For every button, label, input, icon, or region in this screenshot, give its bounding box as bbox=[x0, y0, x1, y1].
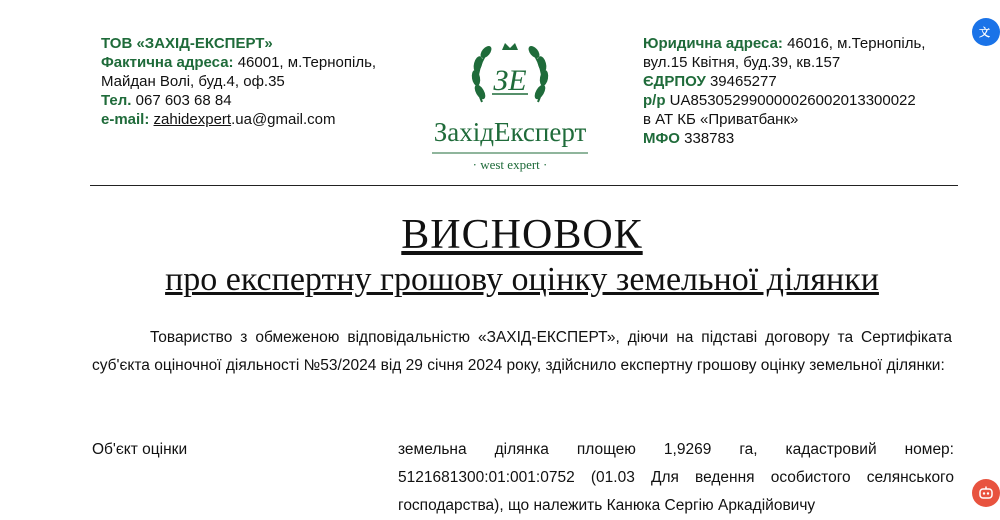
svg-text:文: 文 bbox=[979, 26, 990, 39]
assistant-icon[interactable] bbox=[972, 479, 1000, 507]
company-name: ТОВ «ЗАХІД-ЕКСПЕРТ» bbox=[101, 35, 273, 52]
phone: Тел. 067 603 68 84 bbox=[101, 92, 232, 109]
edrpou: ЄДРПОУ 39465277 bbox=[643, 73, 777, 90]
object-value: земельна ділянка площею 1,9269 га, кадастровий номер: 5121681300:01:001:0752 (01.03 Для ведення особистого селянського господарства), що належить Канюка Сергію Аркадійовичу bbox=[398, 441, 954, 514]
company-logo bbox=[410, 30, 610, 180]
bank-account: р/р UA853052990000026002013300022 bbox=[643, 92, 916, 109]
legal-address: Юридична адреса: 46016, м.Тернопіль, вул.15 Квітня, буд.39, кв.157 bbox=[643, 35, 926, 71]
email-link[interactable]: zahidexpert bbox=[153, 111, 232, 128]
actual-address: Фактична адреса: 46001, м.Тернопіль, Майдан Волі, буд.4, оф.35 bbox=[101, 54, 377, 90]
email: e-mail: zahidexpert.ua@gmail.com bbox=[101, 111, 336, 128]
bank-name: в АТ КБ «Приватбанк» bbox=[643, 111, 799, 128]
intro-paragraph: Товариство з обмеженою відповідальністю «ЗАХІД-ЕКСПЕРТ», діючи на підставі договору та Сертифіката суб'єкта оціночної діяльності №53/2024 від 29 січня 2024 року, здійснило експертну грошову оцінку земельної ділянки: bbox=[92, 329, 952, 374]
logo-name: ЗахідЕксперт bbox=[433, 117, 587, 147]
mfo: МФО 338783 bbox=[643, 130, 735, 147]
object-label: Об'єкт оцінки bbox=[92, 441, 188, 458]
header-divider bbox=[90, 185, 958, 186]
document-subtitle: про експертну грошову оцінку земельної ділянки bbox=[165, 261, 879, 298]
document-title: ВИСНОВОК bbox=[401, 212, 643, 258]
svg-text:ЗЕ: ЗЕ bbox=[493, 64, 527, 97]
logo-tagline: · west expert · bbox=[472, 157, 548, 172]
translate-icon[interactable] bbox=[972, 18, 1000, 46]
company-requisites bbox=[643, 34, 963, 148]
company-contacts bbox=[101, 34, 391, 129]
